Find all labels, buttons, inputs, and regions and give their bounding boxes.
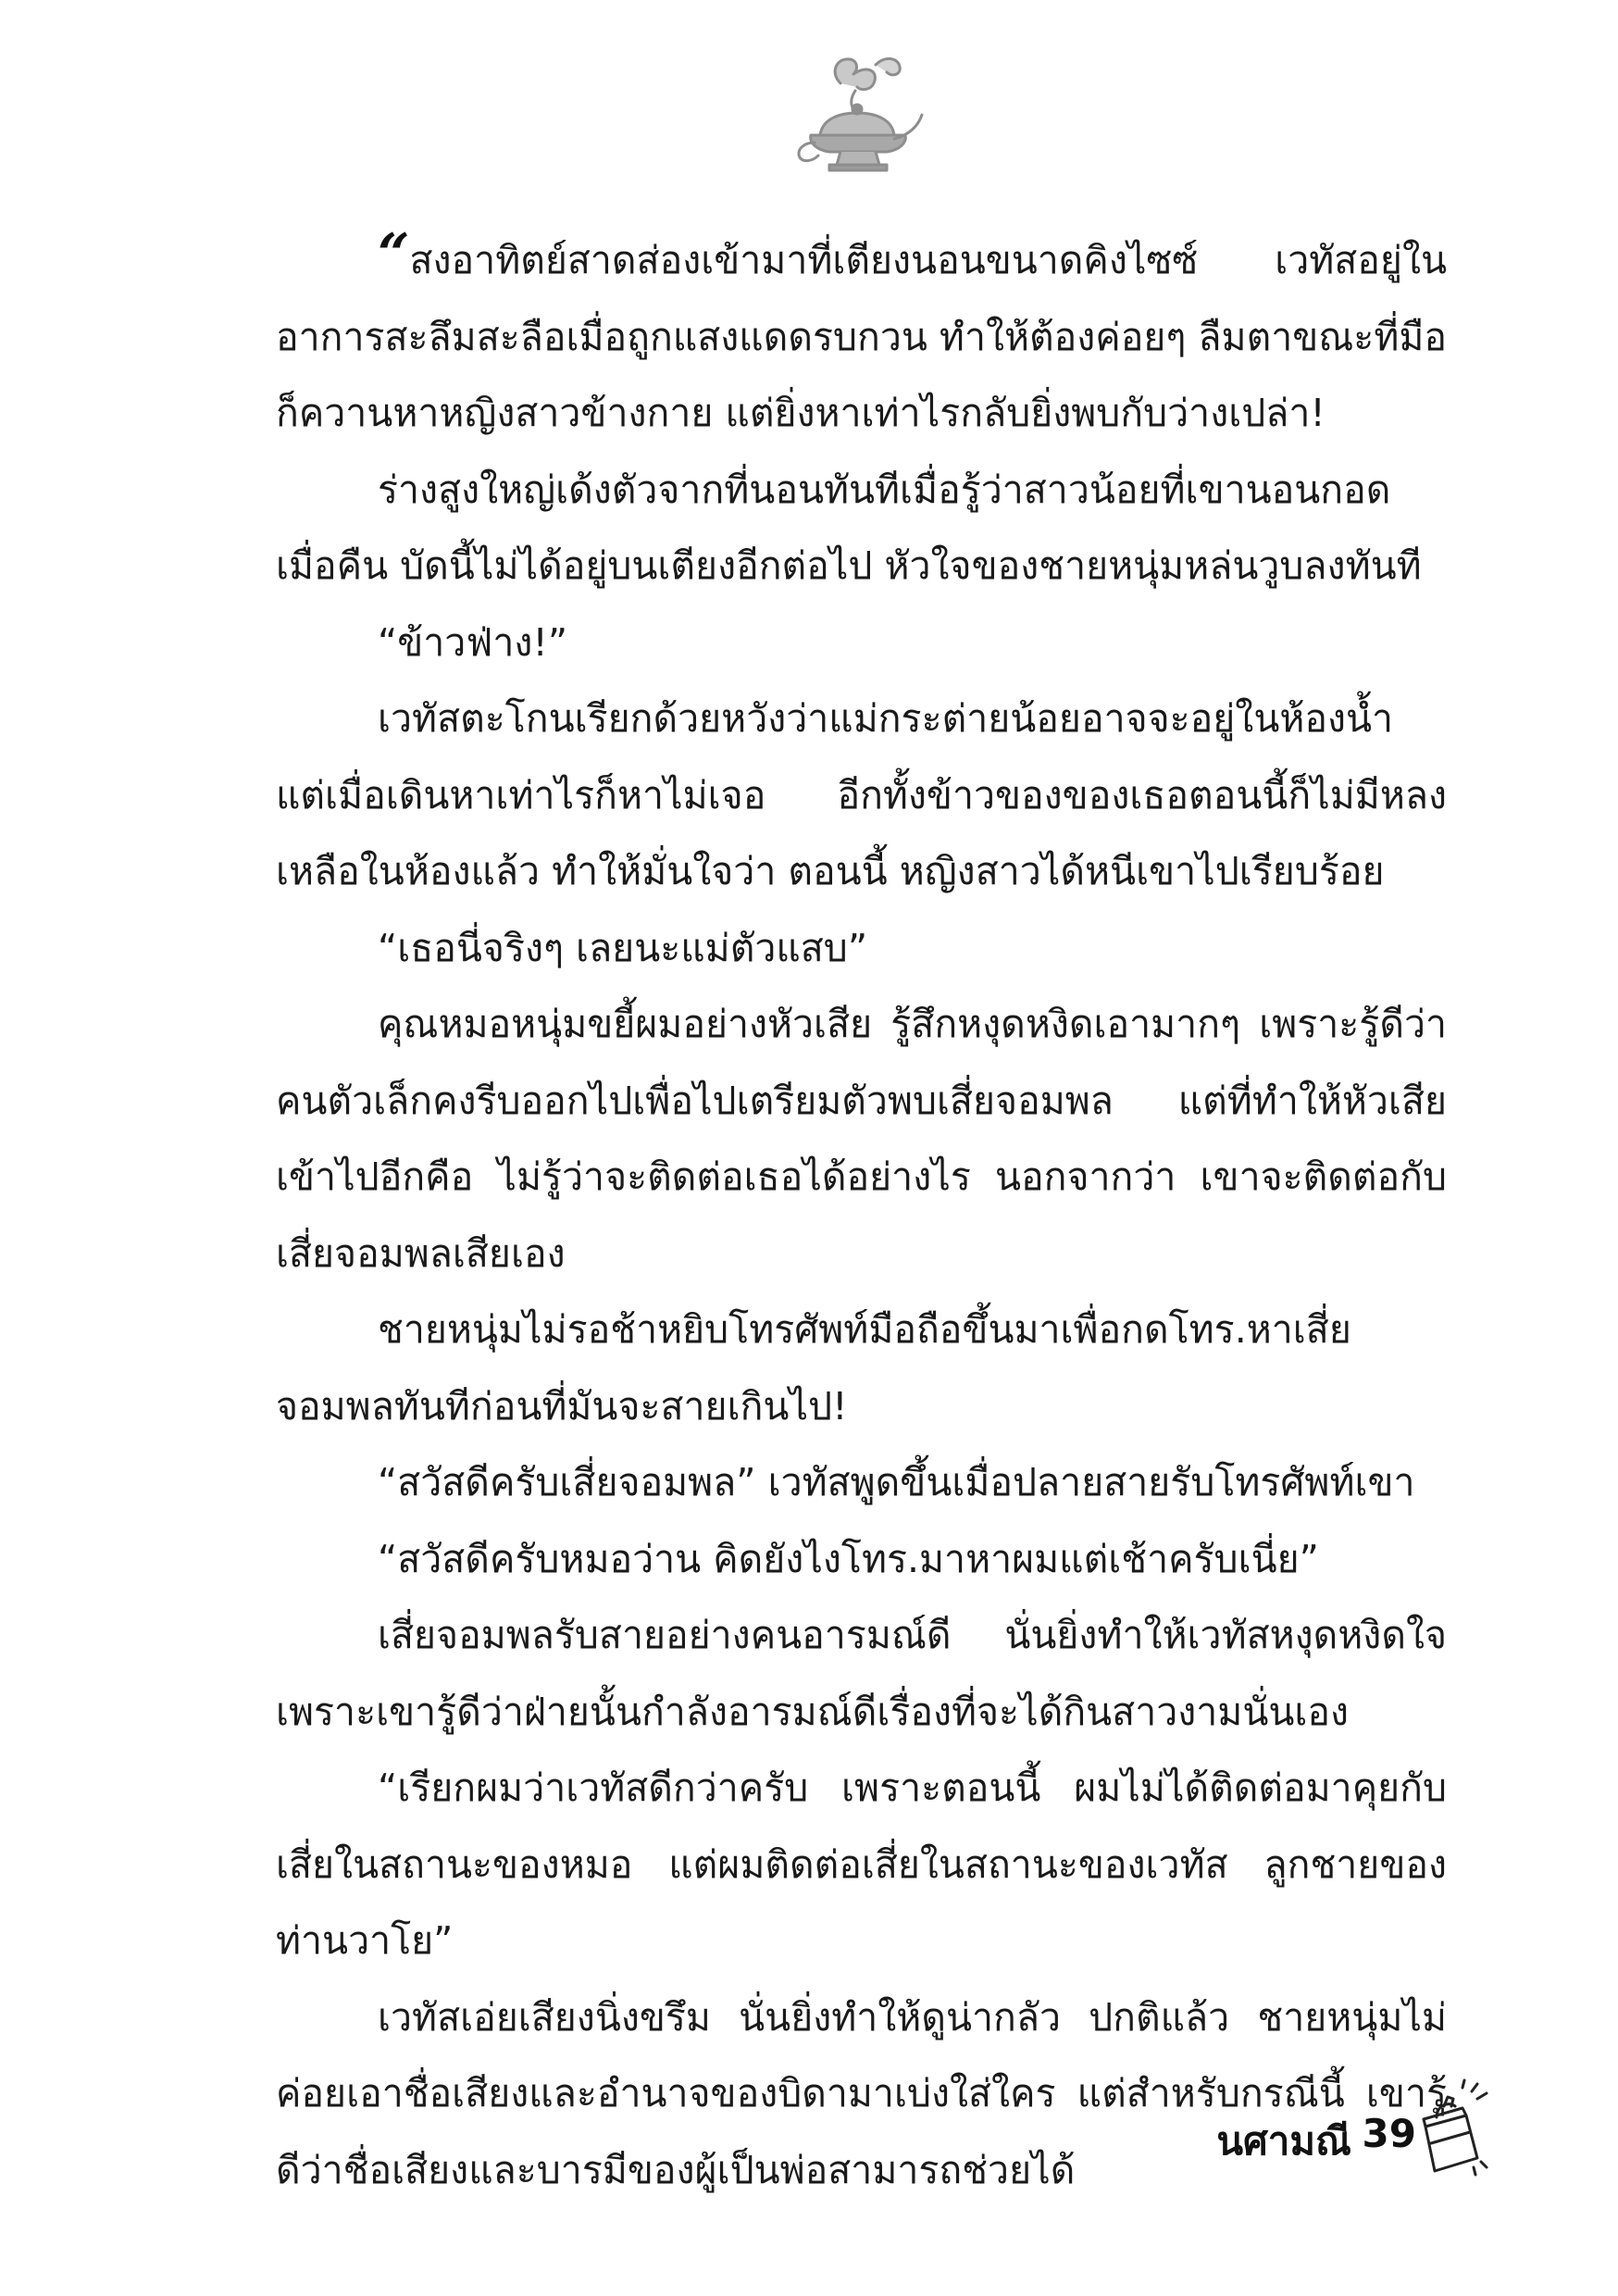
cocktail-shaker-icon [1416, 2078, 1490, 2180]
paragraph-10: เสี่ยจอมพลรับสายอย่างคนอารมณ์ดี นั่นยิ่งทำให้เวทัสหงุดหงิดใจ เพราะเขารู้ดีว่าฝ่ายนั้นกำลังอารมณ์ดีเรื่องที่จะได้กินสาวงามนั่นเอง [276, 1613, 1447, 1734]
paragraph-1 [276, 222, 1447, 452]
paragraph-4: เวทัสตะโกนเรียกด้วยหวังว่าแม่กระต่ายน้อยอาจจะอยู่ในห้องน้ำ แต่เมื่อเดินหาเท่าไรก็หาไม่เจอ อีกทั้งข้าวของของเธอตอนนี้ก็ไม่มีหลงเหลือในห้องแล้ว ทำให้มั่นใจว่า ตอนนี้ หญิงสาวได้หนีเขาไปเรียบร้อย [276, 696, 1447, 893]
page-number: 39 [1362, 2111, 1416, 2156]
paragraph-8: “สวัสดีครับเสี่ยจอมพล” เวทัสพูดขึ้นเมื่อปลายสายรับโทรศัพท์เขา [378, 1460, 1415, 1504]
paragraph-3: “ข้าวฟ่าง!” [378, 619, 568, 665]
genie-lamp-icon [783, 46, 931, 185]
footer-author-title: นศามณี [1216, 2118, 1351, 2164]
page-footer [1101, 2074, 1490, 2194]
paragraph-5: “เธอนี่จริงๆ เลยนะแม่ตัวแสบ” [378, 925, 868, 970]
paragraph-2: ร่างสูงใหญ่เด้งตัวจากที่นอนทันทีเมื่อรู้ว่าสาวน้อยที่เขานอนกอดเมื่อคืน บัดนี้ไม่ได้อยู่บนเตียงอีกต่อไป หัวใจของชายหนุ่มหล่นวูบลงทันที [276, 467, 1422, 588]
paragraph-text: สงอาทิตย์สาดส่องเข้ามาที่เตียงนอนขนาดคิงไซซ์ เวทัสอยู่ในอาการสะลึมสะลือเมื่อถูกแสงแดดรบกวน ทำให้ต้องค่อยๆ ลืมตาขณะที่มือก็ควานหาหญิงสาวข้างกาย แต่ยิ่งหาเท่าไรกลับยิ่งพบกับว่างเปล่า! [276, 238, 1447, 435]
paragraph-9: “สวัสดีครับหมอว่าน คิดยังไงโทร.มาหาผมแต่เช้าครับเนี่ย” [378, 1536, 1319, 1581]
paragraph-7: ชายหนุ่มไม่รอช้าหยิบโทรศัพท์มือถือขึ้นมาเพื่อกดโทร.หาเสี่ยจอมพลทันทีก่อนที่มันจะสายเกินไป! [276, 1307, 1351, 1429]
paragraph-6: คุณหมอหนุ่มขยี้ผมอย่างหัวเสีย รู้สึกหงุดหงิดเอามากๆ เพราะรู้ดีว่าคนตัวเล็กคงรีบออกไปเพื่อไปเตรียมตัวพบเสี่ยจอมพล แต่ที่ทำให้หัวเสียเข้าไปอีกคือ ไม่รู้ว่าจะติดต่อเธอได้อย่างไร นอกจากว่า เขาจะติดต่อกับเสี่ยจอมพลเสียเอง [276, 1002, 1447, 1276]
opening-quote-mark: “ [378, 222, 404, 287]
paragraph-12: เวทัสเอ่ยเสียงนิ่งขรึม นั่นยิ่งทำให้ดูน่ากลัว ปกติแล้ว ชายหนุ่มไม่ค่อยเอาชื่อเสียงและอำนาจของบิดามาเบ่งใส่ใคร แต่สำหรับกรณีนี้ เขารู้ดีว่าชื่อเสียงและบารมีของผู้เป็นพ่อสามารถช่วยได้ [276, 1994, 1447, 2192]
paragraph-11: “เรียกผมว่าเวทัสดีกว่าครับ เพราะตอนนี้ ผมไม่ได้ติดต่อมาคุยกับเสี่ยในสถานะของหมอ แต่ผมติดต่อเสี่ยในสถานะของเวทัส ลูกชายของท่านวาโย” [276, 1766, 1447, 1963]
chapter-body [276, 222, 1447, 2208]
